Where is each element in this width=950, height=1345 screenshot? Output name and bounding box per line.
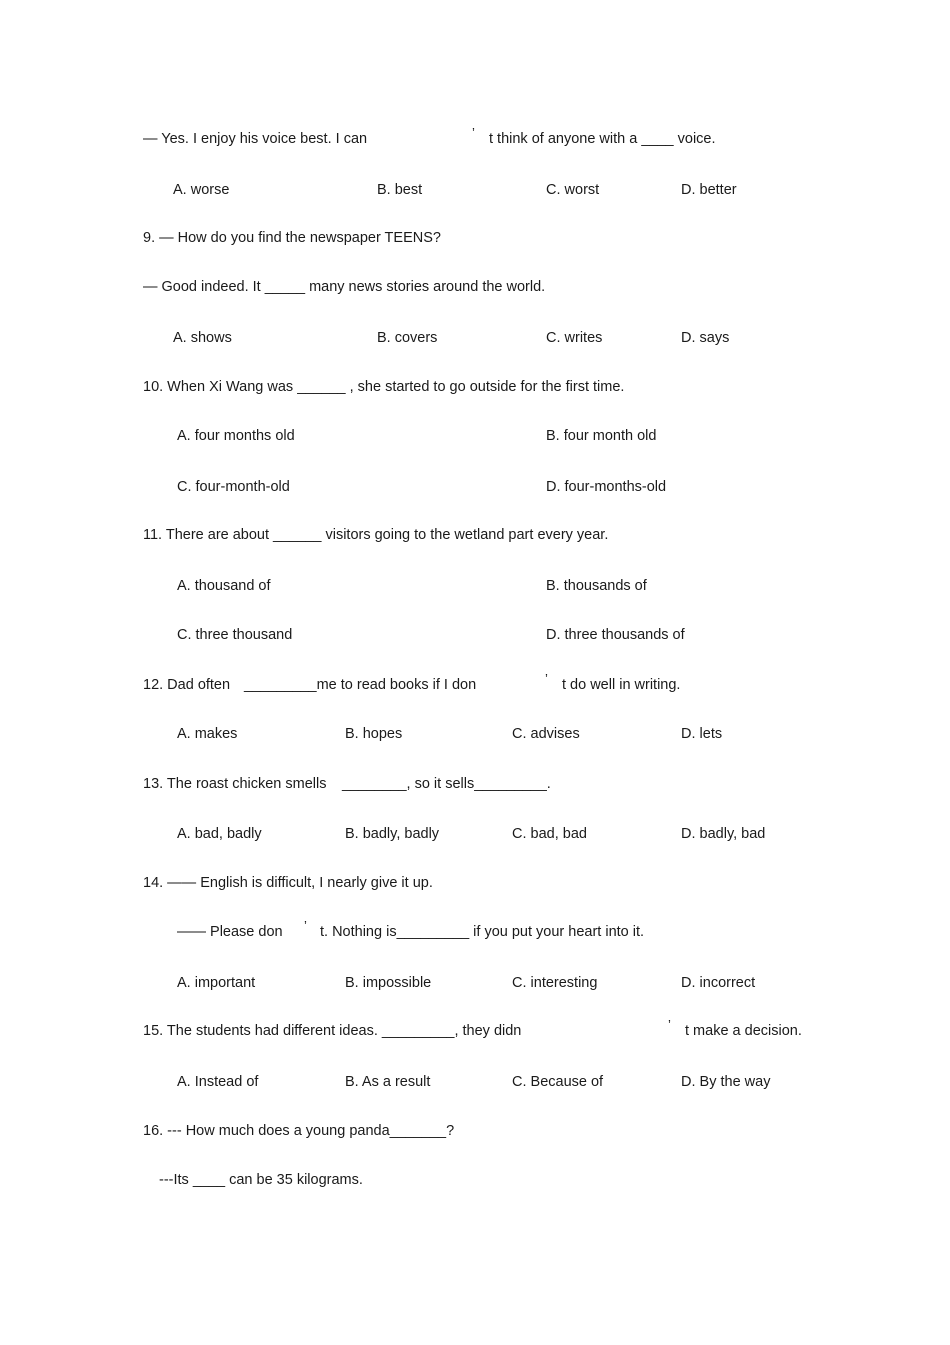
q14-reply-end: t. Nothing is_________ if you put your heart into it. xyxy=(320,924,645,940)
q8-option-c: C. worst xyxy=(546,182,600,198)
q9-question: 9. — How do you find the newspaper TEENS? xyxy=(143,230,441,246)
q8-reply-text: — Yes. I enjoy his voice best. I can xyxy=(143,131,368,147)
q14-option-b: B. impossible xyxy=(345,975,432,991)
q8-option-a: A. worse xyxy=(173,182,230,198)
q15-option-b: B. As a result xyxy=(345,1074,431,1090)
q13-option-d: D. badly, bad xyxy=(681,826,766,842)
q11-option-b: B. thousands of xyxy=(546,578,647,594)
q11-option-c: C. three thousand xyxy=(177,627,293,643)
q9-reply: — Good indeed. It _____ many news stories around the world. xyxy=(143,279,546,295)
q12-question-start: 12. Dad often xyxy=(143,677,231,693)
q14-option-d: D. incorrect xyxy=(681,975,756,991)
q10-option-c: C. four-month-old xyxy=(177,479,290,495)
q12-question-end: t do well in writing. xyxy=(562,677,681,693)
q14-option-c: C. interesting xyxy=(512,975,598,991)
q12-question-mid: _________me to read books if I don xyxy=(244,677,477,693)
q11-option-d: D. three thousands of xyxy=(546,627,685,643)
q12-option-d: D. lets xyxy=(681,726,723,742)
q14-reply-start: —— Please don xyxy=(177,924,283,940)
q12-option-c: C. advises xyxy=(512,726,580,742)
q10-question: 10. When Xi Wang was ______ , she started to go outside for the first time. xyxy=(143,379,625,395)
q16-reply: ---Its ____ can be 35 kilograms. xyxy=(159,1172,363,1188)
apostrophe: ’ xyxy=(472,125,475,140)
q14-option-a: A. important xyxy=(177,975,256,991)
q11-question: 11. There are about ______ visitors going to the wetland part every year. xyxy=(143,527,609,543)
q15-question-end: t make a decision. xyxy=(685,1023,802,1039)
q10-option-a: A. four months old xyxy=(177,428,295,444)
q9-option-a: A. shows xyxy=(173,330,232,346)
q12-option-b: B. hopes xyxy=(345,726,403,742)
apostrophe: ’ xyxy=(545,671,548,686)
q16-question: 16. --- How much does a young panda_______? xyxy=(143,1123,455,1139)
q13-option-a: A. bad, badly xyxy=(177,826,262,842)
q13-option-b: B. badly, badly xyxy=(345,826,440,842)
q8-reply-text-end: t think of anyone with a ____ voice. xyxy=(489,131,716,147)
q10-option-b: B. four month old xyxy=(546,428,657,444)
q15-option-d: D. By the way xyxy=(681,1074,771,1090)
q13-question-start: 13. The roast chicken smells xyxy=(143,776,327,792)
q13-option-c: C. bad, bad xyxy=(512,826,587,842)
q9-option-b: B. covers xyxy=(377,330,438,346)
apostrophe: ’ xyxy=(304,918,307,933)
apostrophe: ’ xyxy=(668,1017,671,1032)
q12-option-a: A. makes xyxy=(177,726,238,742)
q8-option-d: D. better xyxy=(681,182,737,198)
q13-question-end: ________, so it sells_________. xyxy=(342,776,551,792)
q15-question-start: 15. The students had different ideas. _________, they didn xyxy=(143,1023,522,1039)
q9-option-d: D. says xyxy=(681,330,730,346)
q8-option-b: B. best xyxy=(377,182,423,198)
q14-question: 14. —— English is difficult, I nearly give it up. xyxy=(143,875,433,891)
q11-option-a: A. thousand of xyxy=(177,578,271,594)
q10-option-d: D. four-months-old xyxy=(546,479,667,495)
q15-option-a: A. Instead of xyxy=(177,1074,259,1090)
q9-option-c: C. writes xyxy=(546,330,603,346)
q15-option-c: C. Because of xyxy=(512,1074,604,1090)
